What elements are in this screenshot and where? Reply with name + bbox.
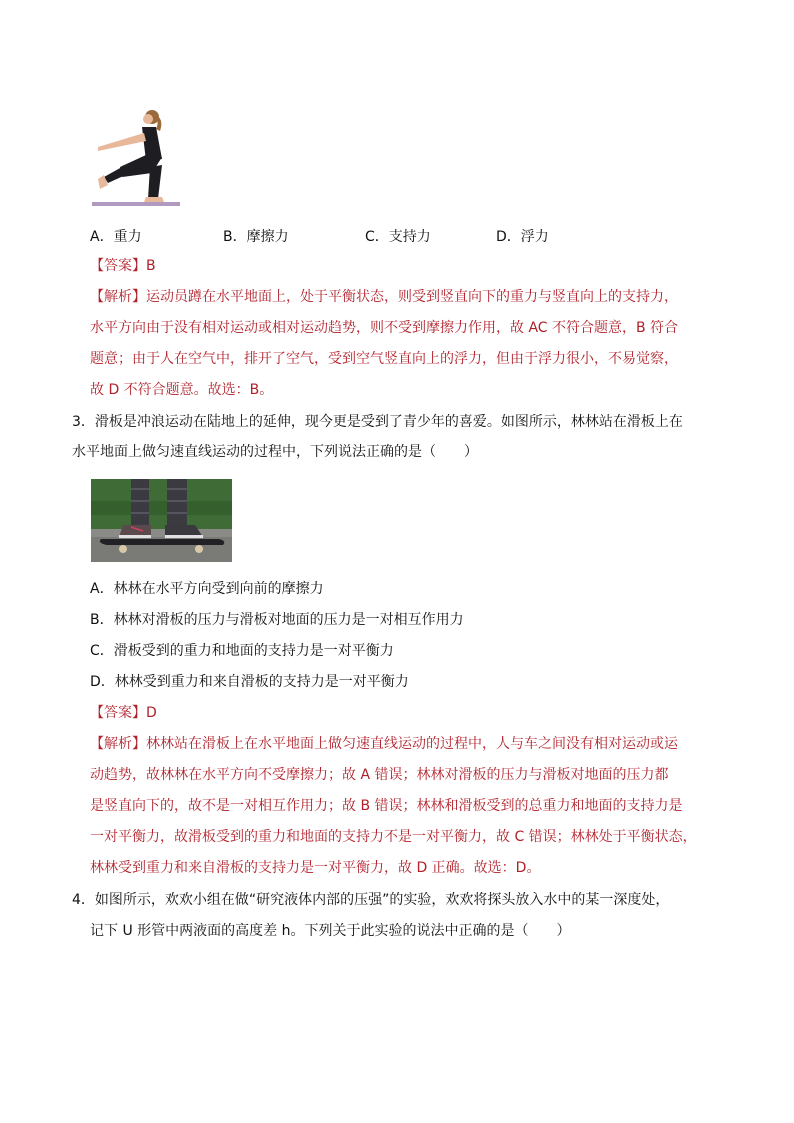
q3-analysis-line-2: 动趋势，故林林在水平方向不受摩擦力；故 A 错误；林林对滑板的压力与滑板对地面的压力都 <box>90 767 669 783</box>
q2-analysis-line-2: 水平方向由于没有相对运动或相对运动趋势，则不受到摩擦力作用，故 AC 不符合题意，B 符合 <box>90 320 679 336</box>
q2-analysis-line-3: 题意；由于人在空气中，排开了空气，受到空气竖直向上的浮力，但由于浮力很小，不易觉察， <box>90 351 678 367</box>
q3-analysis-label: 【解析】 <box>90 736 146 752</box>
q2-analysis-text-1: 运动员蹲在水平地面上，处于平衡状态，则受到竖直向下的重力与竖直向上的支持力， <box>146 289 678 305</box>
q2-option-d: D．浮力 <box>496 229 549 245</box>
q2-answer-label: 【答案】 <box>90 258 146 274</box>
q2-option-c: C．支持力 <box>365 229 431 245</box>
q3-analysis-line-5: 林林受到重力和来自滑板的支持力是一对平衡力，故 D 正确。故选：D。 <box>90 860 541 876</box>
q2-answer-value: B <box>146 258 156 274</box>
q3-answer-value: D <box>146 705 157 721</box>
q3-analysis-line-1 <box>90 734 678 754</box>
q3-option-c: C．滑板受到的重力和地面的支持力是一对平衡力 <box>90 643 394 659</box>
q2-option-b: B．摩擦力 <box>223 229 289 245</box>
q3-option-b: B．林林对滑板的压力与滑板对地面的压力是一对相互作用力 <box>90 612 464 628</box>
q2-options <box>0 226 794 246</box>
q3-analysis-line-4: 一对平衡力，故滑板受到的重力和地面的支持力不是一对平衡力，故 C 错误；林林处于平衡状态， <box>90 829 697 845</box>
q2-analysis-line-1 <box>90 287 678 307</box>
q3-answer <box>90 703 157 723</box>
skateboard-image <box>91 479 232 562</box>
q2-analysis-label: 【解析】 <box>90 289 146 305</box>
q4-stem-line-2: 记下 U 形管中两液面的高度差 h。下列关于此实验的说法中正确的是（ ） <box>90 923 571 939</box>
q4-stem-line-1: 4．如图所示，欢欢小组在做“研究液体内部的压强”的实验，欢欢将探头放入水中的某一深度处， <box>72 892 670 908</box>
q2-answer <box>90 256 156 276</box>
q3-option-a: A．林林在水平方向受到向前的摩擦力 <box>90 581 324 597</box>
q3-stem-line-2: 水平地面上做匀速直线运动的过程中，下列说法正确的是（ ） <box>72 444 478 460</box>
q3-answer-label: 【答案】 <box>90 705 146 721</box>
q3-analysis-line-3: 是竖直向下的，故不是一对相互作用力；故 B 错误；林林和滑板受到的总重力和地面的支持力是 <box>90 798 683 814</box>
q3-option-d: D．林林受到重力和来自滑板的支持力是一对平衡力 <box>90 674 409 690</box>
q3-analysis-text-1: 林林站在滑板上在水平地面上做匀速直线运动的过程中，人与车之间没有相对运动或运 <box>146 736 678 752</box>
q3-stem-line-1: 3．滑板是冲浪运动在陆地上的延伸，现今更是受到了青少年的喜爱。如图所示，林林站在滑板上在 <box>72 414 683 430</box>
q2-analysis-line-4: 故 D 不符合题意。故选：B。 <box>90 382 274 398</box>
athlete-squat-image <box>90 103 182 209</box>
q2-option-a: A．重力 <box>90 229 142 245</box>
